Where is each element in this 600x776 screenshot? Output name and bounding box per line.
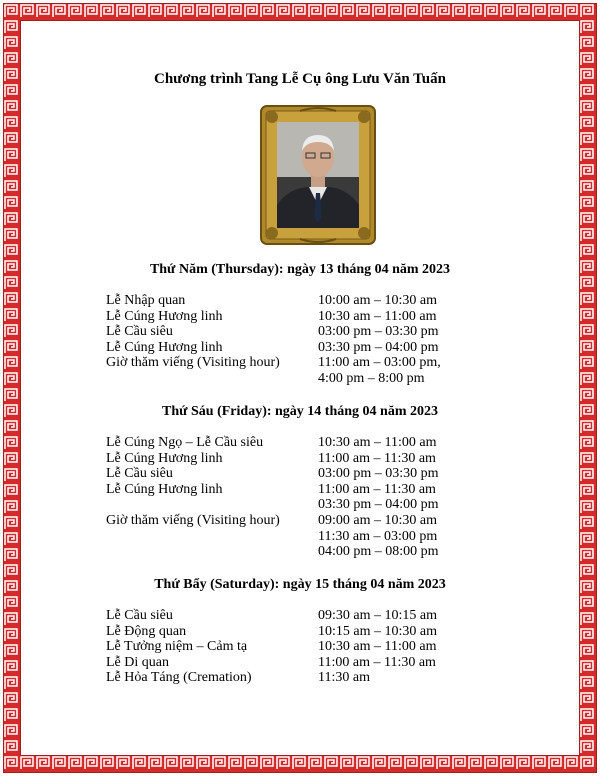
event-time: 11:00 am – 11:30 am: [318, 654, 436, 670]
schedule-row: [106, 435, 506, 451]
event-time: 10:30 am – 11:00 am: [318, 639, 437, 655]
event-name: Lễ Cúng Hương linh: [106, 450, 223, 466]
event-time: 11:00 am – 11:30 am: [318, 481, 436, 497]
schedule-row: [106, 482, 506, 498]
schedule-row: [106, 624, 506, 640]
event-name: Giờ thăm viếng (Visiting hour): [106, 512, 280, 528]
day-heading-thursday: Thứ Năm (Thursday): ngày 13 tháng 04 năm 2023: [149, 262, 451, 277]
day-heading-friday: Thứ Sáu (Friday): ngày 14 tháng 04 năm 2023: [162, 404, 438, 419]
schedule-row: [106, 451, 506, 467]
schedule-thursday: [106, 293, 506, 387]
event-time: 10:00 am – 10:30 am: [318, 293, 437, 308]
event-name: Lễ Cúng Hương linh: [106, 339, 223, 355]
schedule-row: [106, 340, 506, 356]
schedule-row: [106, 544, 506, 560]
event-time: 10:30 am – 11:00 am: [318, 308, 437, 324]
schedule-row: [106, 309, 506, 325]
event-time: 03:30 pm – 04:00 pm: [318, 497, 439, 513]
event-time: 10:30 am – 11:00 am: [318, 435, 437, 450]
event-name: Lễ Cúng Hương linh: [106, 481, 223, 497]
event-time: 03:30 pm – 04:00 pm: [318, 339, 439, 355]
event-time: 11:30 am – 03:00 pm: [318, 528, 438, 544]
event-time: 04:00 pm – 08:00 pm: [318, 544, 439, 560]
event-name: Lễ Động quan: [106, 623, 187, 639]
page-title: Chương trình Tang Lễ Cụ ông Lưu Văn Tuấn: [153, 71, 446, 87]
event-name: Lễ Cầu siêu: [106, 466, 173, 482]
day-heading-saturday: Thứ Bẩy (Saturday): ngày 15 tháng 04 năm 2023: [154, 577, 446, 592]
event-time: 11:00 am – 03:00 pm,: [318, 355, 441, 371]
schedule-friday: [106, 435, 506, 560]
schedule-row: [106, 293, 506, 309]
event-time: 4:00 pm – 8:00 pm: [318, 370, 425, 386]
event-name: Lễ Cầu siêu: [106, 608, 173, 623]
event-time: 10:15 am – 10:30 am: [318, 623, 437, 639]
schedule-row: [106, 670, 506, 686]
event-time: 03:00 pm – 03:30 pm: [318, 324, 439, 340]
schedule-row: [106, 466, 506, 482]
framed-portrait-icon: [260, 105, 376, 245]
event-name: Lễ Cầu siêu: [106, 324, 173, 340]
schedule-saturday: [106, 608, 506, 686]
event-name: Lễ Di quan: [106, 654, 169, 670]
event-time: 03:00 pm – 03:30 pm: [318, 466, 439, 482]
schedule-row: [106, 529, 506, 545]
schedule-row: [106, 355, 506, 371]
schedule-row: [106, 608, 506, 624]
schedule-row: [106, 513, 506, 529]
event-name: Lễ Cúng Hương linh: [106, 308, 223, 324]
event-name: Lễ Hỏa Táng (Cremation): [106, 670, 252, 686]
schedule-row: [106, 497, 506, 513]
schedule-row: [106, 324, 506, 340]
event-time: 09:30 am – 10:15 am: [318, 608, 437, 623]
schedule-row: [106, 371, 506, 387]
schedule-row: [106, 639, 506, 655]
schedule-row: [106, 655, 506, 671]
event-time: 09:00 am – 10:30 am: [318, 512, 437, 528]
event-name: Lễ Tưởng niệm – Cảm tạ: [106, 639, 248, 655]
event-name: Giờ thăm viếng (Visiting hour): [106, 355, 280, 371]
event-name: Lễ Nhập quan: [106, 293, 186, 308]
event-name: Lễ Cúng Ngọ – Lễ Cầu siêu: [106, 435, 264, 450]
event-time: 11:00 am – 11:30 am: [318, 450, 436, 466]
event-time: 11:30 am: [318, 670, 370, 686]
